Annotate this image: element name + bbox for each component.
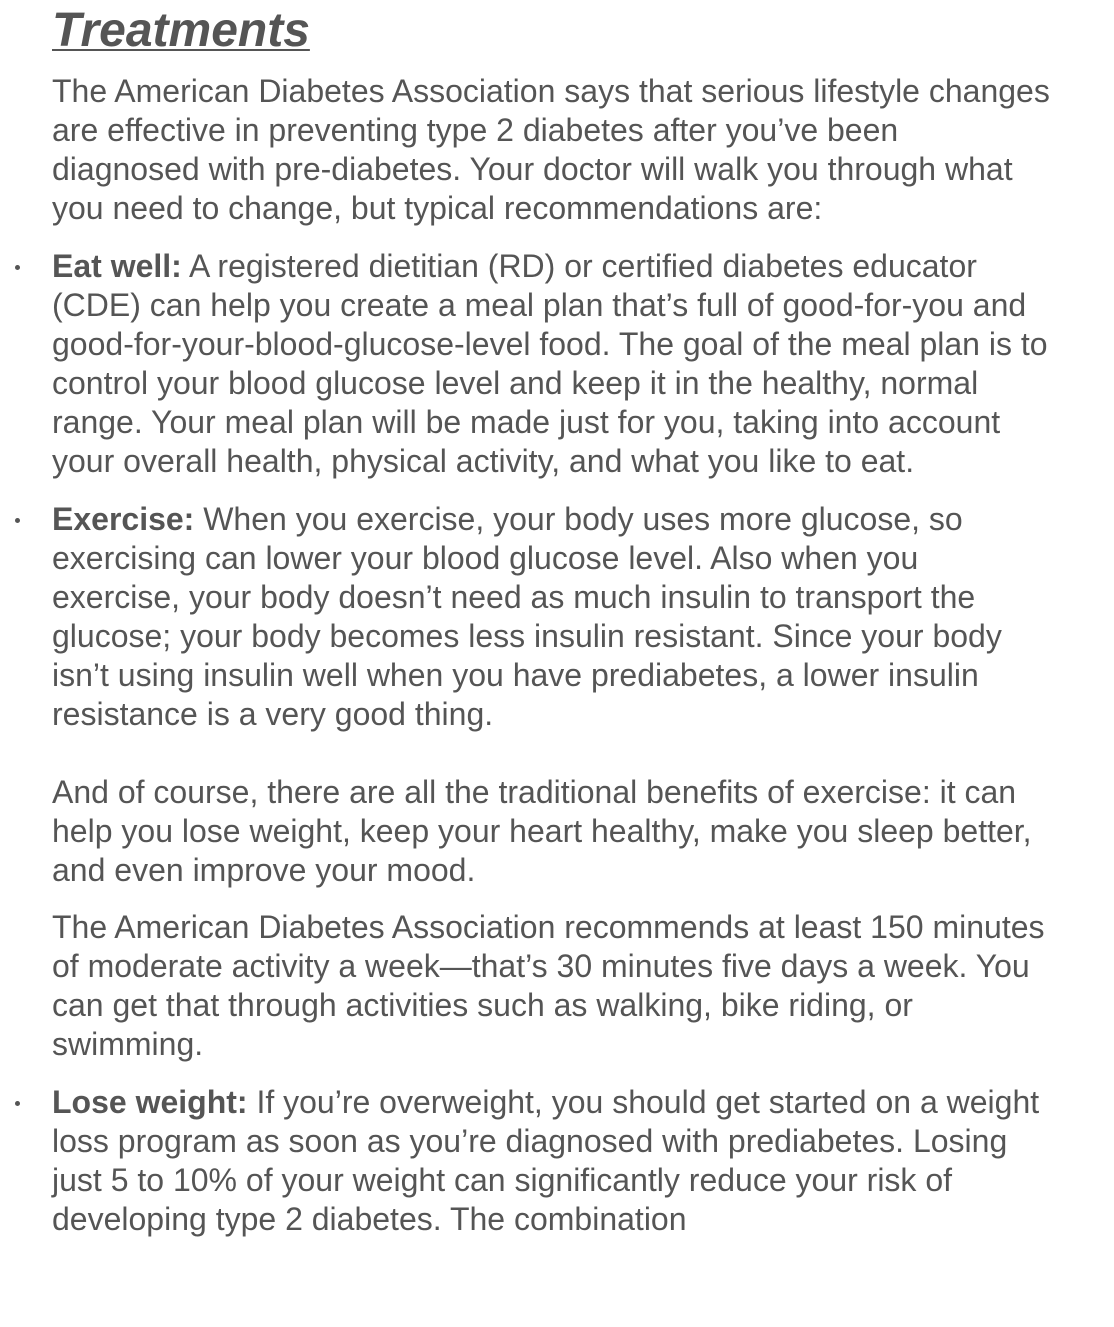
list-item-lose-weight [52, 1083, 1052, 1239]
list-item-exercise [52, 500, 1052, 1064]
bullet-term: Eat well: [52, 248, 182, 284]
list-item-eat-well [52, 247, 1052, 481]
bullet-term: Lose weight: [52, 1084, 248, 1120]
recommendations-list [52, 247, 1052, 1239]
bullet-text: When you exercise, your body uses more glucose, so exercising can lower your blood glucose level. Also when you exercise, your body doesn’t need as much insulin to transport the glucose; your body becomes less insulin resistant. Since your body isn’t using insulin well when you have prediabetes, a lower insulin resistance is a very good thing. [52, 501, 1002, 732]
document-page [52, 4, 1052, 1239]
exercise-benefits-paragraph: And of course, there are all the traditional benefits of exercise: it can help you lose weight, keep your heart healthy, make you sleep better, and even improve your mood. [52, 774, 1032, 888]
bullet-text: A registered dietitian (RD) or certified diabetes educator (CDE) can help you create a meal plan that’s full of good-for-you and good-for-your-blood-glucose-level food. The goal of the meal plan is to control your blood glucose level and keep it in the healthy, normal range. Your meal plan will be made just for you, taking into account your overall health, physical activity, and what you like to eat. [52, 248, 1048, 479]
section-heading: Treatments [52, 4, 310, 57]
bullet-text: If you’re overweight, you should get started on a weight loss program as soon as you’re diagnosed with prediabetes. Losing just 5 to 10% of your weight can significantly reduce your risk of developing type 2 diabetes. The combination [52, 1084, 1040, 1237]
exercise-recommendation-paragraph: The American Diabetes Association recommends at least 150 minutes of moderate activity a week—that’s 30 minutes five days a week. You can get that through activities such as walking, bike riding, or swimming. [52, 909, 1045, 1062]
intro-paragraph: The American Diabetes Association says that serious lifestyle changes are effective in preventing type 2 diabetes after you’ve been diagnosed with pre-diabetes. Your doctor will walk you through what you need to change, but typical recommendations are: [52, 73, 1050, 226]
bullet-term: Exercise: [52, 501, 195, 537]
